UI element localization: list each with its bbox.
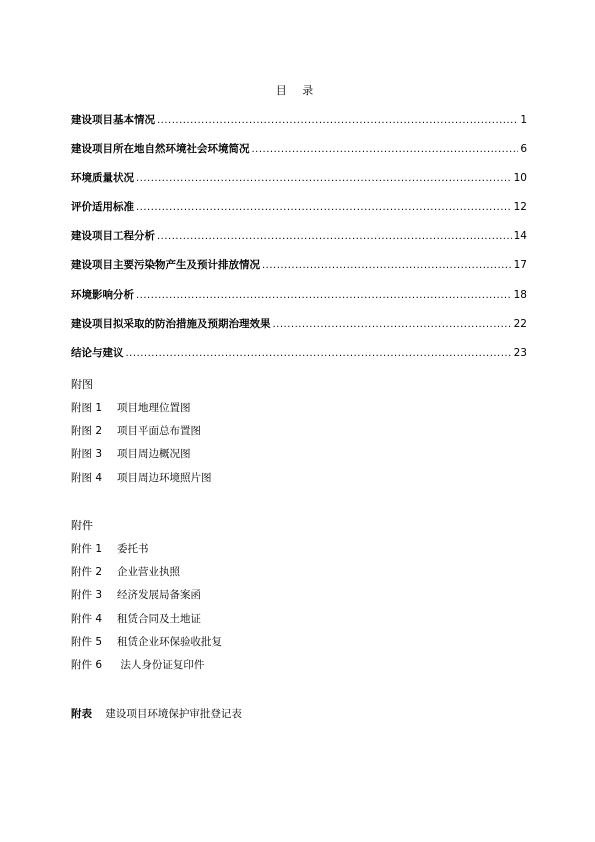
toc-entry-label: 建设项目工程分析 — [71, 230, 155, 243]
attachment-title: 租赁合同及土地证 — [117, 612, 201, 625]
toc-leader-dots — [252, 144, 519, 155]
toc-leader-dots — [157, 231, 512, 242]
toc-leader-dots — [136, 202, 512, 213]
toc-entry[interactable] — [71, 170, 527, 199]
toc-entry[interactable] — [71, 141, 527, 170]
attachments-list — [71, 541, 222, 680]
toc-entry[interactable] — [71, 316, 527, 345]
attachment-number: 附件 4 — [71, 612, 103, 625]
toc-entry[interactable] — [71, 345, 527, 374]
toc-entry[interactable] — [71, 257, 527, 286]
attached-table-title: 建设项目环境保护审批登记表 — [105, 708, 242, 720]
list-item — [71, 587, 222, 610]
toc-leader-dots — [136, 173, 512, 184]
attachment-title: 经济发展局备案函 — [117, 589, 201, 602]
figure-number: 附图 3 — [71, 448, 103, 461]
list-item — [71, 470, 212, 493]
list-item — [71, 400, 212, 423]
toc-leader-dots — [273, 319, 512, 330]
list-item — [71, 634, 222, 657]
figure-title: 项目周边概况图 — [117, 448, 191, 461]
attachment-number: 附件 6 — [71, 658, 103, 671]
toc-entry-page: 14 — [513, 230, 527, 243]
toc-entry[interactable] — [71, 199, 527, 228]
toc-leader-dots — [136, 290, 512, 301]
list-item — [71, 611, 222, 634]
toc-entry-page: 6 — [520, 143, 527, 156]
toc-entry-label: 建设项目主要污染物产生及预计排放情况 — [71, 259, 260, 272]
toc-entry-label: 建设项目所在地自然环境社会环境简况 — [71, 143, 250, 156]
toc-entry-page: 1 — [520, 114, 527, 126]
attachment-title: 企业营业执照 — [117, 566, 180, 579]
toc-entry[interactable] — [71, 228, 527, 257]
attachment-title: 委托书 — [117, 543, 149, 555]
toc-entry[interactable] — [71, 112, 527, 141]
attachment-number: 附件 2 — [71, 566, 103, 579]
toc-entry-page: 12 — [513, 201, 527, 214]
figure-title: 项目地理位置图 — [117, 402, 191, 414]
page-title: 目 录 — [275, 84, 320, 97]
toc-entry-page: 18 — [513, 288, 527, 301]
figure-title: 项目周边环境照片图 — [117, 471, 212, 484]
toc-entry-page: 23 — [513, 346, 527, 359]
figure-title: 项目平面总布置图 — [117, 425, 201, 438]
toc-entry-label: 结论与建议 — [71, 346, 124, 359]
toc-leader-dots — [262, 260, 512, 271]
attachment-title: 法人身份证复印件 — [117, 658, 205, 671]
figure-number: 附图 1 — [71, 402, 103, 414]
figures-list — [71, 400, 212, 493]
attachment-number: 附件 3 — [71, 589, 103, 602]
list-item — [71, 564, 222, 587]
toc-entry-page: 10 — [513, 172, 527, 185]
toc-entry-label: 评价适用标准 — [71, 201, 134, 214]
attachments-heading: 附件 — [71, 519, 93, 532]
toc-entry-page: 22 — [513, 317, 527, 330]
toc-entry-label: 建设项目基本情况 — [71, 114, 155, 126]
attached-table-label: 附表 — [71, 708, 92, 720]
toc-entry-label: 建设项目拟采取的防治措施及预期治理效果 — [71, 317, 271, 330]
figures-heading: 附图 — [71, 378, 93, 391]
toc-entry-label: 环境影响分析 — [71, 288, 134, 301]
table-of-contents — [71, 112, 527, 374]
attachment-title: 租赁企业环保验收批复 — [117, 635, 222, 648]
attachment-number: 附件 1 — [71, 543, 103, 555]
figure-number: 附图 4 — [71, 471, 103, 484]
attachment-number: 附件 5 — [71, 635, 103, 648]
toc-entry-label: 环境质量状况 — [71, 172, 134, 185]
toc-leader-dots — [126, 348, 512, 359]
toc-entry-page: 17 — [513, 259, 527, 272]
list-item — [71, 446, 212, 469]
toc-leader-dots — [157, 115, 518, 126]
list-item — [71, 541, 222, 564]
attached-table-line — [71, 706, 242, 721]
toc-entry[interactable] — [71, 287, 527, 316]
list-item — [71, 423, 212, 446]
list-item — [71, 657, 222, 680]
figure-number: 附图 2 — [71, 425, 103, 438]
